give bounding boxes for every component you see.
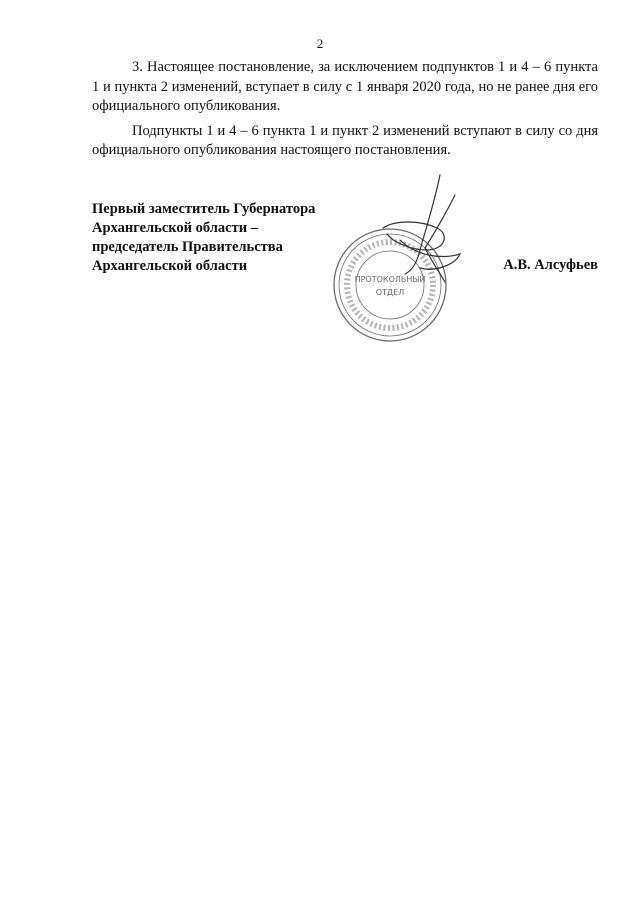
paragraph-4: Подпункты 1 и 4 – 6 пункта 1 и пункт 2 изменений вступают в силу со дня официального опубликования настоящего постановления. [92, 122, 598, 158]
svg-text:ПРОТОКОЛЬНЫЙ: ПРОТОКОЛЬНЫЙ [354, 275, 426, 284]
svg-text:ОТДЕЛ: ОТДЕЛ [375, 288, 405, 297]
position-line-2: Архангельской области – [92, 220, 258, 236]
position-line-3: председатель Правительства [92, 239, 283, 255]
signer-name: А.В. Алсуфьев [503, 257, 598, 273]
page-number: 2 [316, 36, 324, 51]
position-line-1: Первый заместитель Губернатора [92, 201, 316, 217]
signatory-position [92, 200, 352, 276]
position-line-4: Архангельской области [92, 258, 248, 274]
document-body [92, 58, 598, 166]
paragraph-3: 3. Настоящее постановление, за исключением подпунктов 1 и 4 – 6 пункта 1 и пункта 2 изменений, вступает в силу с 1 января 2020 года, но не ранее дня его официального опубликования. [92, 59, 598, 114]
handwritten-signature [365, 170, 475, 285]
